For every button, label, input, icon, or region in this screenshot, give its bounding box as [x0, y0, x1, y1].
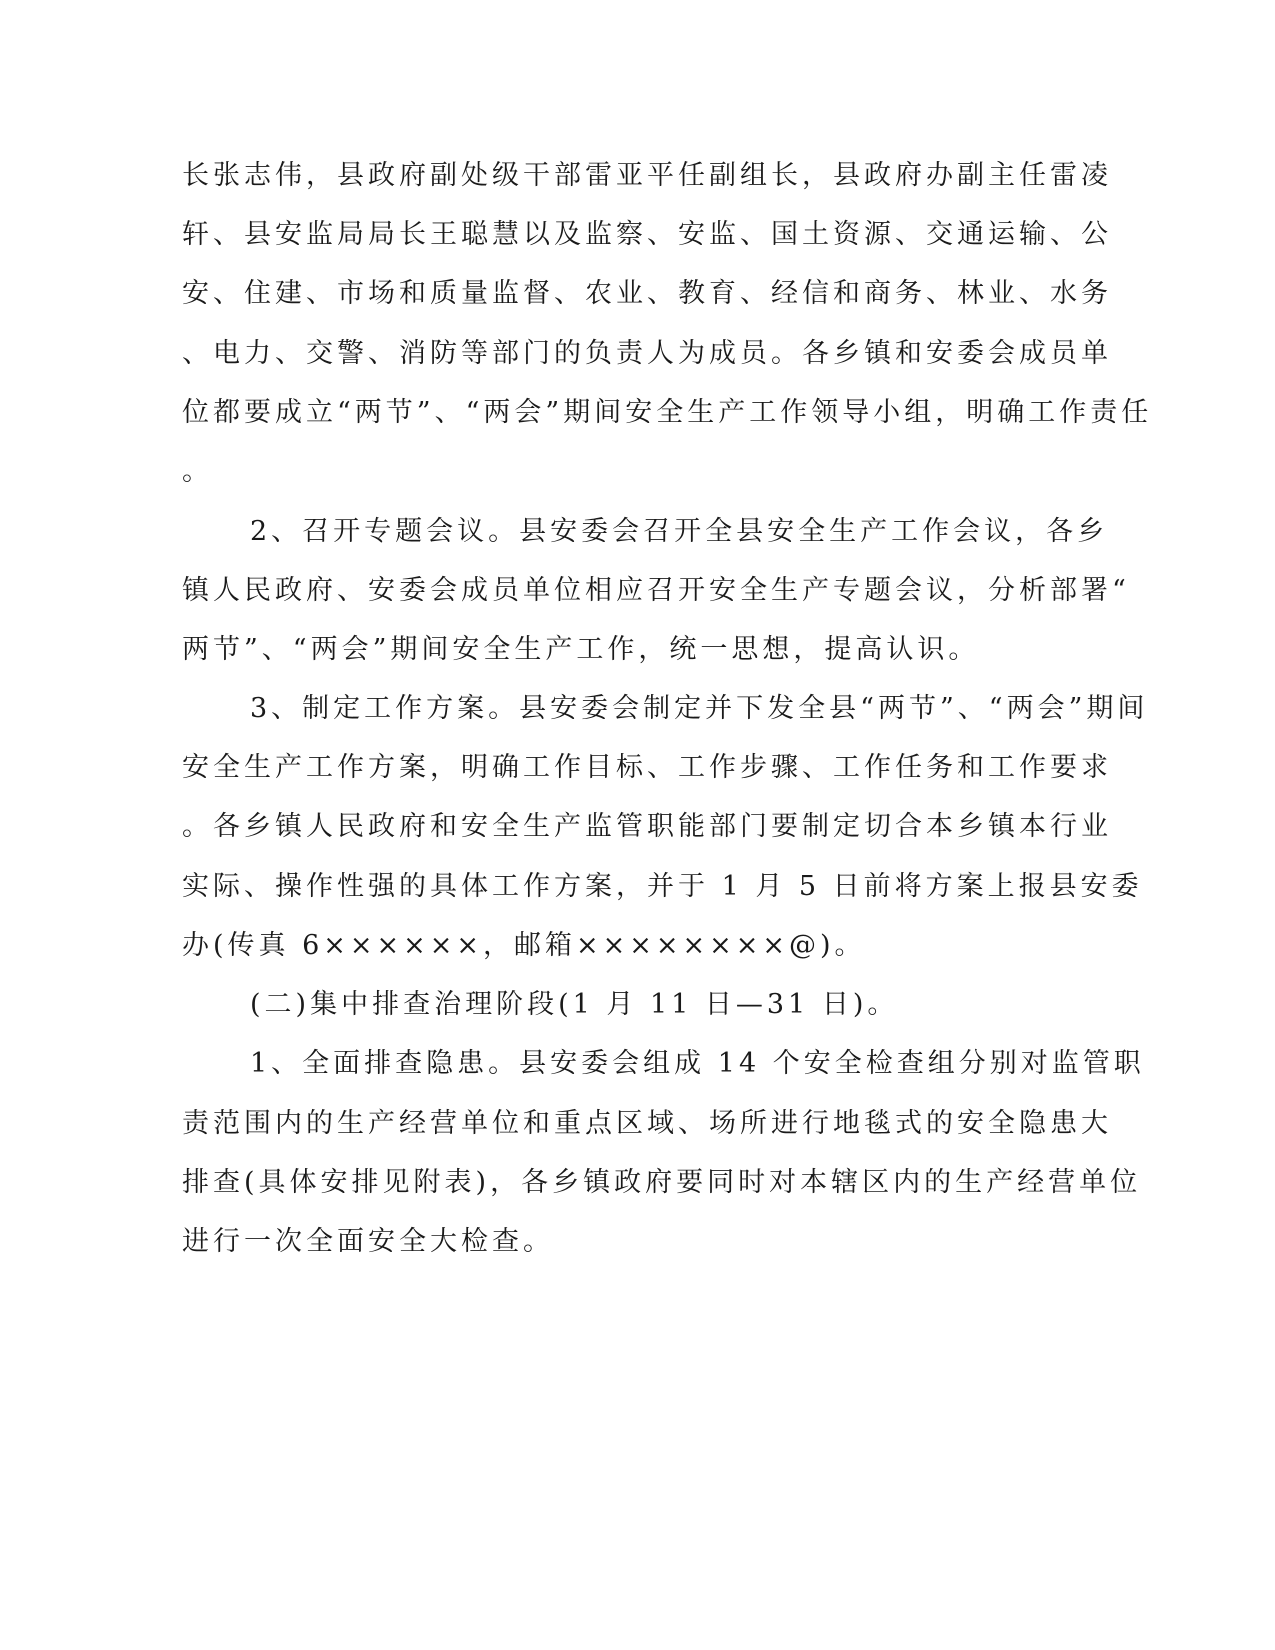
text-line: 排查(具体安排见附表)，各乡镇政府要同时对本辖区内的生产经营单位	[182, 1167, 1142, 1198]
text-line: 进行一次全面安全大检查。	[182, 1226, 554, 1257]
text-line: 办(传真 6××××××，邮箱××××××××@)。	[182, 930, 866, 961]
text-line: 。	[182, 456, 213, 487]
section-heading-line: (二)集中排查治理阶段(1 月 11 日—31 日)。	[250, 989, 899, 1020]
paragraph-start-line: 2、召开专题会议。县安委会召开全县安全生产工作会议，各乡	[250, 516, 1109, 547]
text-line: 轩、县安监局局长王聪慧以及监察、安监、国土资源、交通运输、公	[182, 219, 1112, 250]
text-line: 镇人民政府、安委会成员单位相应召开安全生产专题会议，分析部署“	[182, 575, 1130, 606]
text-line: 、电力、交警、消防等部门的负责人为成员。各乡镇和安委会成员单	[182, 338, 1112, 369]
text-line: 安、住建、市场和质量监督、农业、教育、经信和商务、林业、水务	[182, 278, 1112, 309]
text-line: 长张志伟，县政府副处级干部雷亚平任副组长，县政府办副主任雷凌	[182, 160, 1112, 191]
text-line: 位都要成立“两节”、“两会”期间安全生产工作领导小组，明确工作责任	[182, 397, 1153, 428]
text-line: 两节”、“两会”期间安全生产工作，统一思想，提高认识。	[182, 634, 980, 665]
text-line: 安全生产工作方案，明确工作目标、工作步骤、工作任务和工作要求	[182, 752, 1112, 783]
text-line: 实际、操作性强的具体工作方案，并于 1 月 5 日前将方案上报县安委	[182, 871, 1143, 902]
text-line: 。各乡镇人民政府和安全生产监管职能部门要制定切合本乡镇本行业	[182, 811, 1112, 842]
paragraph-start-line: 3、制定工作方案。县安委会制定并下发全县“两节”、“两会”期间	[250, 693, 1149, 724]
paragraph-start-line: 1、全面排查隐患。县安委会组成 14 个安全检查组分别对监管职	[250, 1048, 1145, 1079]
text-line: 责范围内的生产经营单位和重点区域、场所进行地毯式的安全隐患大	[182, 1108, 1112, 1139]
